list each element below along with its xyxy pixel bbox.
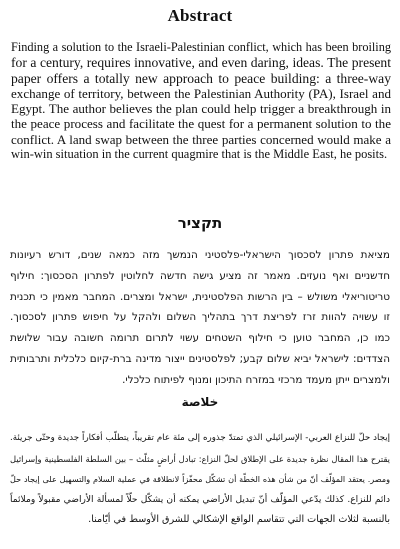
hebrew-line: כמו כן, המחבר טוען כי חילוף השטחים עשוי לתרום תרומה חשובה עבור שלושת [10,332,390,345]
english-line: paper offers a totally new approach to peace building: a three-way [11,70,391,86]
arabic-line: ومصر. يعتقد المؤلّف أنّ من شأن هذه الخطّة أن تشكّل محفّزاً لانطلاقة في عملية السلام والتسهيل على إيجاد حلّ [10,474,390,484]
hebrew-line: זו עשויה להוות זרז לפריצת דרך בתהליך השלום ולהקל על חיפוש פתרון לסכסוך. [10,311,390,324]
english-line: exchange of territory, between the Palestinian Authority (PA), Israel and [11,85,391,101]
hebrew-line: הצדדים: לישראל יביא שלום קבע; לפלסטינים ייצור מדינה ברת-קיום כלכלית ותרבותית [10,352,390,365]
hebrew-line: חדשניים ואף נועזים. מאמר זה מציע גישה חדשה לחלוטין לפתרון הסכסוך: חילוף [10,269,390,282]
arabic-abstract-body [10,428,390,531]
english-line: Finding a solution to the Israeli-Palestinian conflict, which has been broiling [11,40,391,54]
hebrew-line: ולמצרים ייתן מעמד מרכזי במזרח התיכון ומנוף לפיתוח כלכלי. [122,373,390,386]
english-line: Egypt. The author believes the plan could help trigger a breakthrough in [11,101,391,117]
hebrew-line: מציאת פתרון לסכסוך הישראלי-פלסטיני הנמשך מזה כמאה שנים, דורש רעיונות [10,249,390,261]
arabic-abstract-title: خلاصة [181,395,219,409]
arabic-line: يقترح هذا المقال نظرة جديدة على الإطلاق لحلّ النزاع: تبادل أراضٍ مثلّث – بين السلطة الفلسطينية وإسرائيل [10,453,390,464]
english-abstract-title: Abstract [167,6,233,25]
english-line: conflict. A land swap between the three parties concerned would make a [11,131,391,147]
arabic-line: إيجاد حلّ للنزاع العربي- الإسرائيلي الذي تمتدّ جذوره إلى مئة عام تقريباً، يتطلّب أفكاراً جديدة وحتّى جريئة. [10,433,390,443]
english-line: the peace process and facilitate the quest for a permanent solution to the [11,116,391,132]
english-line: win-win situation in the current quagmire that is the Middle East, he posits. [11,147,388,162]
english-abstract-body [11,40,391,162]
arabic-line: دائم للنزاع. كذلك يدّعي المؤلّف أنّ تبديل الأراضي يمكنه أن يشكّل حلّاً لمسألة الأراضي مقبولاً وملائماً [10,494,390,505]
hebrew-line: טריטוריאלי משולש – בין הרשות הפלסטינית, ישראל ומצרים. המחבר מאמין כי תכנית [10,290,390,303]
english-line: for a century, requires innovative, and even daring, ideas. The present [11,55,391,71]
arabic-line: بالنسبة لثلاث الجهات التي تتقاسم الواقع الإشكالي للشرق الأوسط في أيّامنا. [88,514,390,525]
hebrew-abstract-body [10,245,390,391]
hebrew-abstract-title: תקציר [177,214,223,232]
